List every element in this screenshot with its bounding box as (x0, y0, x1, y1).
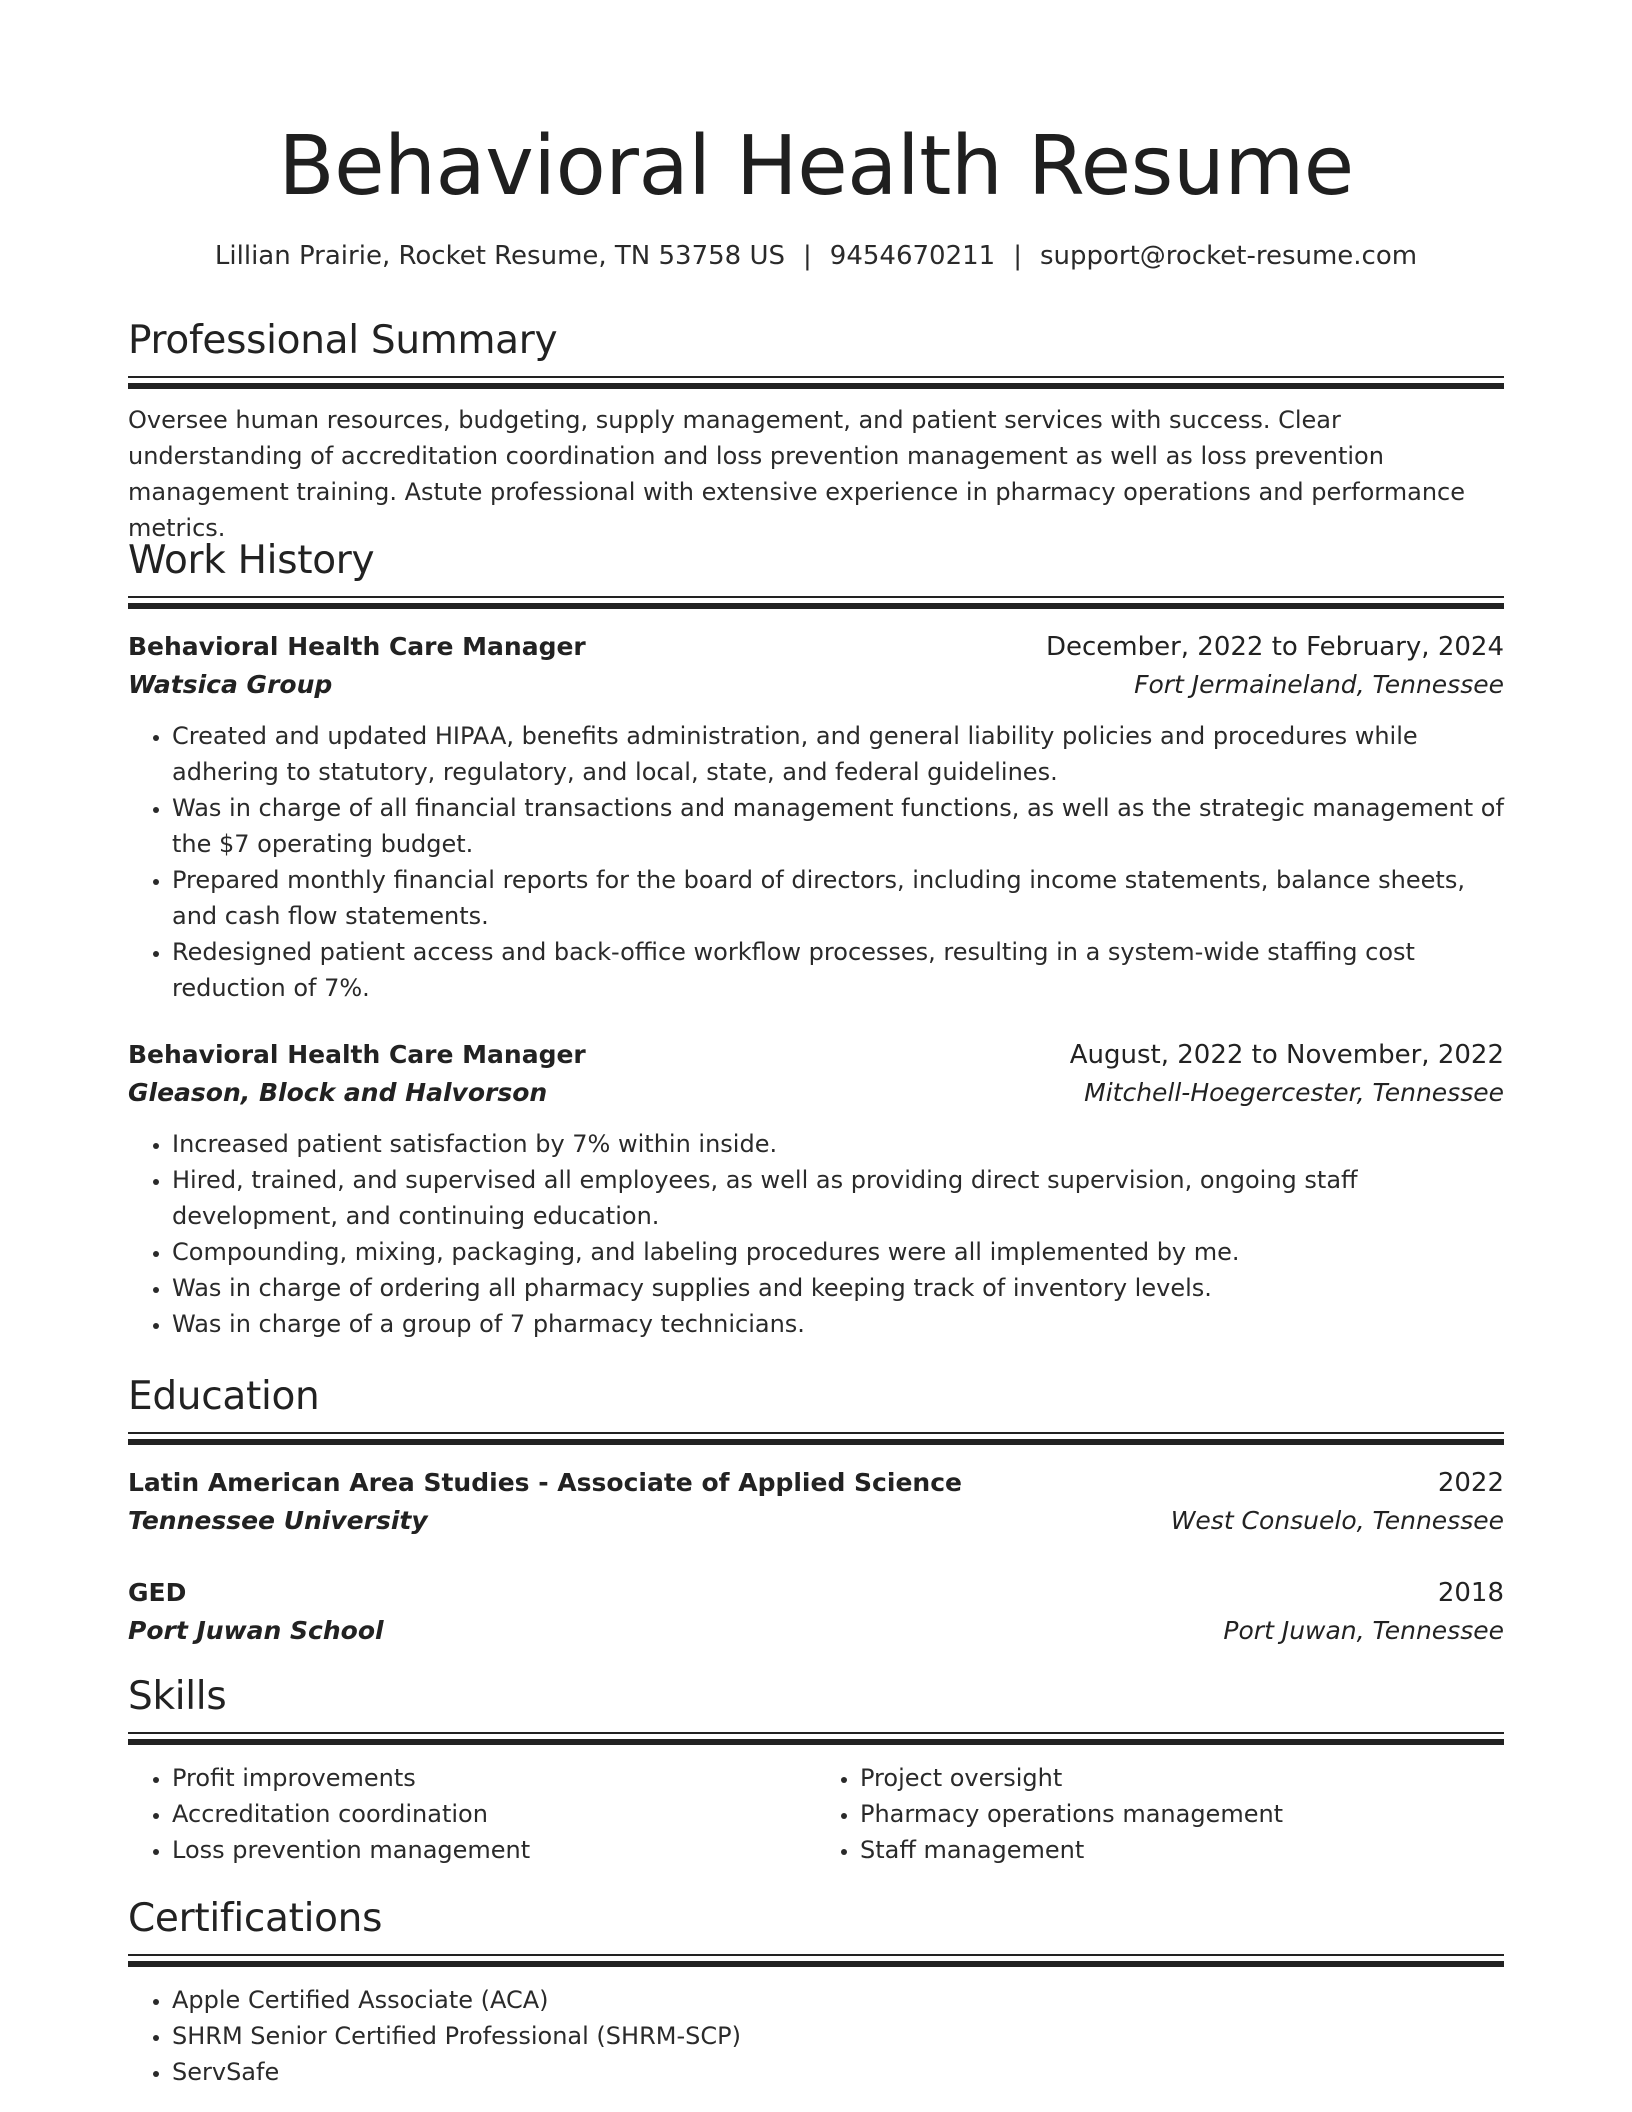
job-entry (128, 1036, 1504, 1342)
summary-section (128, 316, 1504, 546)
contact-line (128, 238, 1504, 274)
contact-separator: | (1013, 241, 1022, 271)
section-divider (128, 1954, 1504, 1968)
education-subheader (128, 1612, 1504, 1650)
list-item: • Staff management (860, 1832, 1504, 1868)
list-item: • SHRM Senior Certified Professional (SHRM-SCP) (172, 2018, 1504, 2054)
list-item: • Accreditation coordination (172, 1796, 816, 1832)
degree-name: GED (128, 1578, 187, 1607)
degree-name: Latin American Area Studies - Associate of Applied Science (128, 1468, 962, 1497)
graduation-year: 2022 (1437, 1468, 1504, 1498)
list-item: • Was in charge of a group of 7 pharmacy technicians. (172, 1306, 1504, 1342)
education-subheader (128, 1502, 1504, 1540)
job-subheader (128, 666, 1504, 704)
skills-list-right (816, 1760, 1504, 1868)
certifications-section (128, 1894, 1504, 2090)
education-entry (128, 1464, 1504, 1540)
section-heading: Work History (128, 538, 375, 583)
resume-title: Behavioral Health Resume (278, 119, 1354, 214)
list-item: • ServSafe (172, 2054, 1504, 2090)
section-divider (128, 596, 1504, 610)
list-item: • Prepared monthly financial reports for the board of directors, including income statements, balance sheets, and cash flow statements. (172, 862, 1504, 934)
section-divider (128, 1732, 1504, 1746)
skills-section (128, 1672, 1504, 1868)
contact-address: Lillian Prairie, Rocket Resume, TN 53758 US (214, 241, 786, 271)
school-name: Port Juwan School (128, 1616, 384, 1645)
section-heading: Skills (128, 1674, 227, 1719)
work-history-section (128, 536, 1504, 1342)
list-item: • Was in charge of ordering all pharmacy supplies and keeping track of inventory levels. (172, 1270, 1504, 1306)
section-heading: Certifications (128, 1896, 383, 1941)
summary-text: Oversee human resources, budgeting, supply management, and patient services with success. Clear understanding of accreditation coordination and loss prevention management as well as loss prevention management training. Astute professional with extensive experience in pharmacy operations and performance metrics. (128, 406, 1465, 542)
job-bullets (128, 718, 1504, 1006)
skills-list-left (128, 1760, 816, 1868)
list-item: • Hired, trained, and supervised all employees, as well as providing direct supervision, ongoing staff development, and continuing education. (172, 1162, 1504, 1234)
job-dates: December, 2022 to February, 2024 (1045, 632, 1504, 662)
school-location: Port Juwan, Tennessee (1223, 1616, 1504, 1645)
job-dates: August, 2022 to November, 2022 (1069, 1040, 1504, 1070)
job-title: Behavioral Health Care Manager (128, 1040, 586, 1069)
job-bullets (128, 1126, 1504, 1342)
list-item: • Redesigned patient access and back-office workflow processes, resulting in a system-wide staffing cost reduction of 7%. (172, 934, 1504, 1006)
list-item: • Apple Certified Associate (ACA) (172, 1982, 1504, 2018)
job-location: Fort Jermaineland, Tennessee (1134, 670, 1504, 699)
job-entry (128, 628, 1504, 1006)
list-item: • Created and updated HIPAA, benefits administration, and general liability policies and procedures while adhering to statutory, regulatory, and local, state, and federal guidelines. (172, 718, 1504, 790)
job-header (128, 628, 1504, 666)
section-divider (128, 376, 1504, 390)
job-location: Mitchell-Hoegercester, Tennessee (1084, 1078, 1504, 1107)
list-item: • Was in charge of all financial transactions and management functions, as well as the strategic management of the $7 operating budget. (172, 790, 1504, 862)
list-item: • Profit improvements (172, 1760, 816, 1796)
school-name: Tennessee University (128, 1506, 428, 1535)
section-heading: Education (128, 1374, 320, 1419)
contact-separator: | (803, 241, 812, 271)
contact-email: support@rocket-resume.com (1039, 241, 1418, 271)
job-header (128, 1036, 1504, 1074)
education-header (128, 1464, 1504, 1502)
graduation-year: 2018 (1437, 1578, 1504, 1608)
section-heading: Professional Summary (128, 318, 558, 363)
list-item: • Increased patient satisfaction by 7% within inside. (172, 1126, 1504, 1162)
school-location: West Consuelo, Tennessee (1170, 1506, 1504, 1535)
list-item: • Compounding, mixing, packaging, and labeling procedures were all implemented by me. (172, 1234, 1504, 1270)
education-section (128, 1372, 1504, 1650)
skills-columns (128, 1760, 1504, 1868)
job-subheader (128, 1074, 1504, 1112)
list-item: • Loss prevention management (172, 1832, 816, 1868)
list-item: • Pharmacy operations management (860, 1796, 1504, 1832)
education-header (128, 1574, 1504, 1612)
company-name: Gleason, Block and Halvorson (128, 1078, 548, 1107)
section-divider (128, 1432, 1504, 1446)
list-item: • Project oversight (860, 1760, 1504, 1796)
job-title: Behavioral Health Care Manager (128, 632, 586, 661)
contact-phone: 9454670211 (829, 241, 996, 271)
education-entry (128, 1574, 1504, 1650)
certifications-list (128, 1982, 1504, 2090)
company-name: Watsica Group (128, 670, 333, 699)
